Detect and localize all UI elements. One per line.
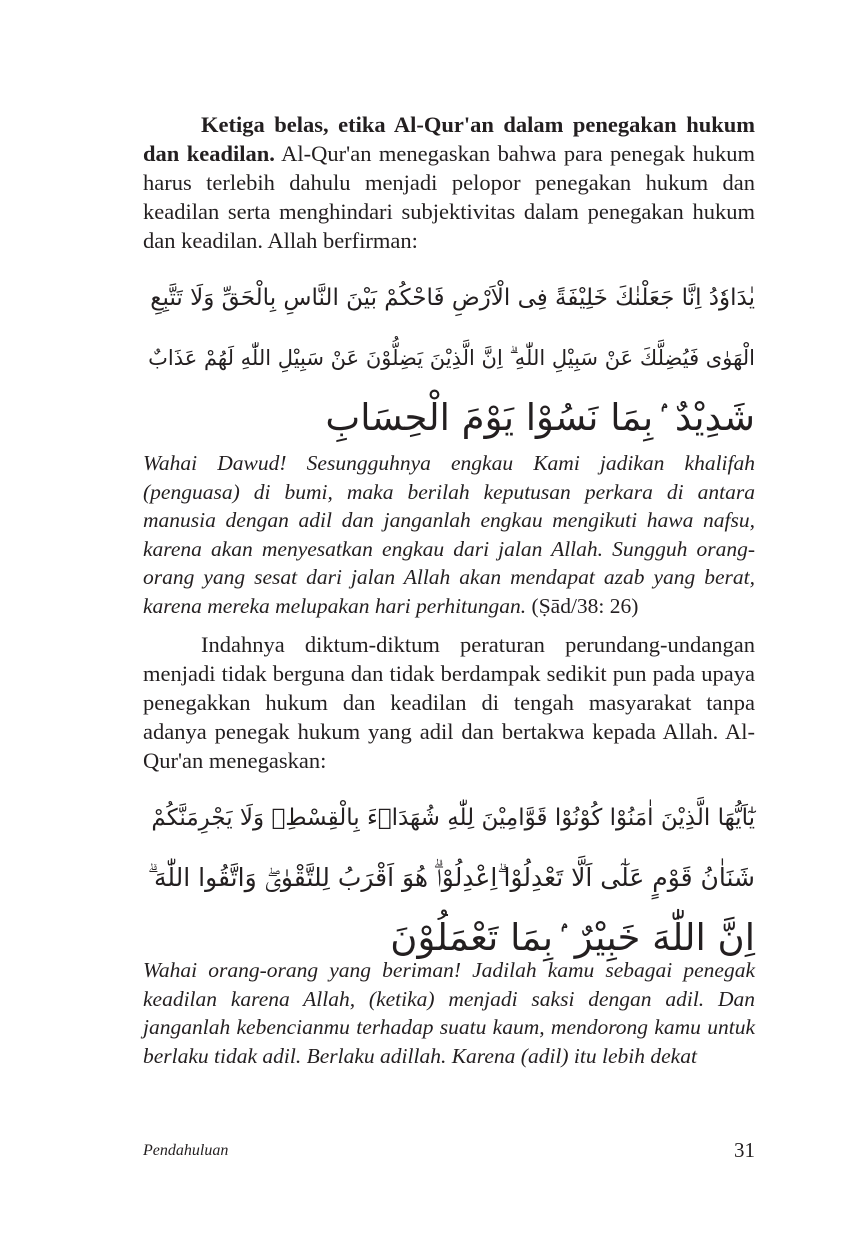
- paragraph-indahnya: [143, 630, 755, 775]
- arabic-verse-line: شَنَاٰنُ قَوْمٍ عَلٰٓى اَلَّا تَعْدِلُوْا ۗاِعْدِلُوْاۗ هُوَ اَقْرَبُ لِلتَّقْوٰىۖ وَاتَّقُوا اللّٰهَ ۗ: [147, 863, 755, 892]
- arabic-verse-line: الْهَوٰى فَيُضِلَّكَ عَنْ سَبِيْلِ اللّٰهِ ۗ اِنَّ الَّذِيْنَ يَضِلُّوْنَ عَنْ سَبِيْلِ اللّٰهِ لَهُمْ عَذَابٌ: [148, 346, 755, 370]
- arabic-verse-line: اِنَّ اللّٰهَ خَبِيْرٌ ۢبِمَا تَعْمَلُوْنَ: [390, 916, 755, 959]
- arabic-verse-sad-26: [143, 268, 755, 448]
- page-number: 31: [734, 1138, 755, 1162]
- arabic-verse-al-maidah-8: [143, 788, 755, 968]
- translation-text: Wahai Dawud! Sesungguhnya engkau Kami jadikan khalifah (penguasa) di bumi, maka berilah keputusan perkara di antara manusia dengan adil dan janganlah engkau mengikuti hawa nafsu, karena akan menyesatkan engkau dari jalan Allah. Sungguh orang-orang yang sesat dari jalan Allah akan mendapat azab yang berat, karena mereka melupakan hari perhitungan.: [143, 451, 755, 618]
- verse-translation-al-maidah-8: [143, 956, 755, 1070]
- arabic-verse-line: يٰٓاَيُّهَا الَّذِيْنَ اٰمَنُوْا كُوْنُوْا قَوَّامِيْنَ لِلّٰهِ شُهَدَاۤءَ بِالْقِسْطِۖ وَلَا يَجْرِمَنَّكُمْ: [151, 805, 755, 831]
- paragraph-etika-hukum: [143, 110, 755, 255]
- arabic-verse-line: شَدِيْدٌ ۢبِمَا نَسُوْا يَوْمَ الْحِسَابِ: [325, 396, 755, 439]
- paragraph-text: Al-Qur'an menegaskan bahwa para penegak hukum harus terlebih dahulu menjadi pelopor penegakan hukum dan keadilan serta menghindari subjektivitas dalam penegakan hukum dan keadilan. Allah berfirman:: [143, 141, 755, 253]
- translation-text: Wahai orang-orang yang beriman! Jadilah kamu sebagai penegak keadilan karena Allah, (ketika) menjadi saksi dengan adil. Dan janganlah kebencianmu terhadap suatu kaum, mendorong kamu untuk berlaku tidak adil. Berlaku adillah. Karena (adil) itu lebih dekat: [143, 958, 755, 1068]
- verse-reference: (Ṣād/38: 26): [526, 593, 639, 618]
- paragraph-heading: Ketiga belas, etika Al-Qur'an dalam penegakan hukum dan keadilan.: [143, 112, 755, 166]
- paragraph-text: Indahnya diktum-diktum peraturan perundang-undangan menjadi tidak berguna dan tidak berdampak sedikit pun pada upaya penegakkan hukum dan keadilan di tengah masyarakat tanpa adanya penegak hukum yang adil dan bertakwa kepada Allah. Al-Qur'an menegaskan:: [143, 632, 755, 773]
- running-footer-section: Pendahuluan: [143, 1142, 229, 1159]
- arabic-verse-line: يٰدَاوٗدُ اِنَّا جَعَلْنٰكَ خَلِيْفَةً فِى الْاَرْضِ فَاحْكُمْ بَيْنَ النَّاسِ بِالْحَقِّ وَلَا تَتَّبِعِ: [150, 285, 755, 311]
- verse-translation-sad-26: [143, 449, 755, 620]
